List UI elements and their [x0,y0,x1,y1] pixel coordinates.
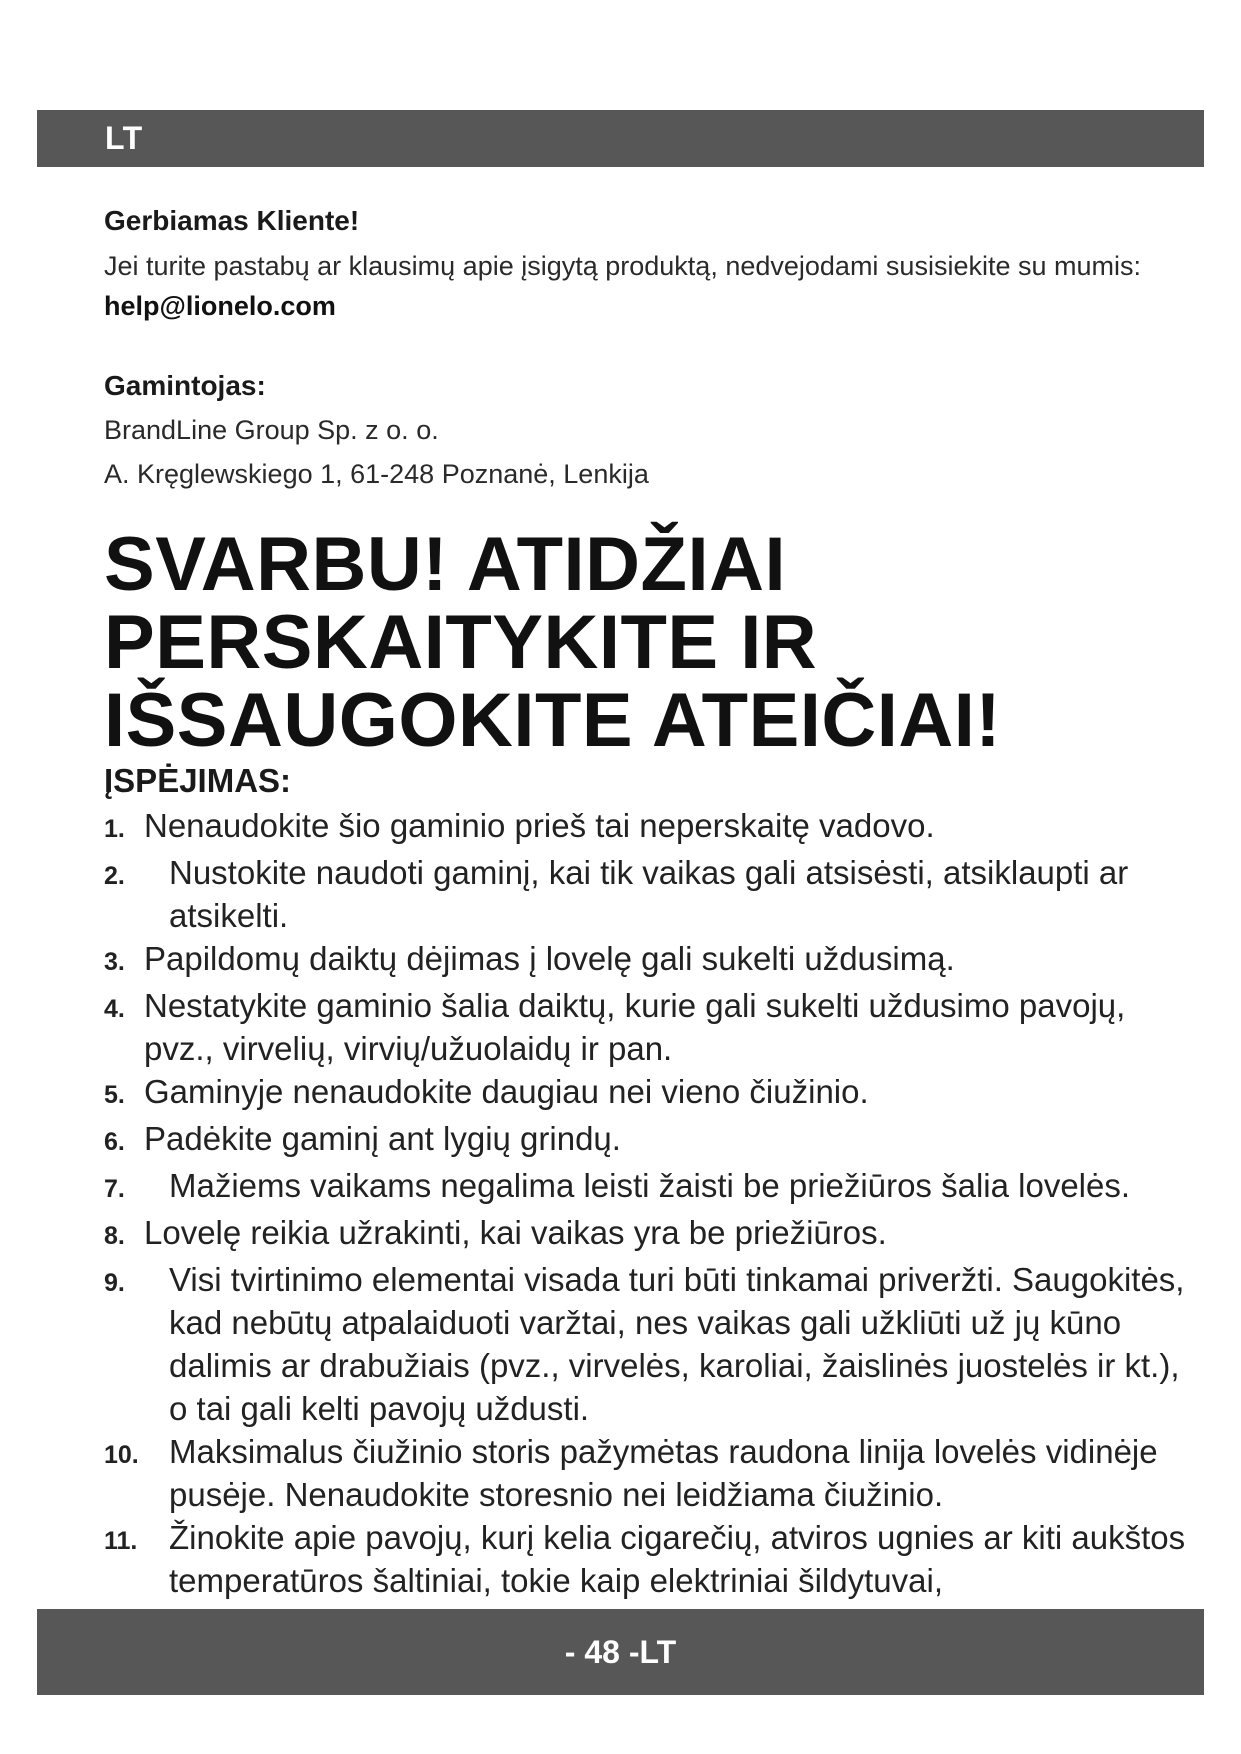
list-item [104,1258,1194,1430]
item-text: Žinokite apie pavojų, kurį kelia cigarečių, atviros ugnies ar kiti aukštos temperatūros šaltiniai, tokie kaip elektriniai šildytuvai, [169,1519,1186,1599]
page-content [104,205,1194,1602]
contact-message: Jei turite pastabų ar klausimų apie įsigytą produktą, nedvejodami susisiekite su mumis: [104,251,1141,281]
item-text: Padėkite gaminį ant lygių grindų. [144,1120,621,1157]
page-number: - 48 -LT [564,1634,677,1670]
list-item [104,1164,1194,1211]
item-number: 8. [104,1222,125,1250]
greeting: Gerbiamas Kliente! [104,205,360,236]
item-number: 2. [104,862,125,890]
item-number: 6. [104,1128,125,1156]
item-text: Papildomų daiktų dėjimas į lovelę gali sukelti uždusimą. [144,940,955,977]
list-item [104,851,1194,937]
item-number: 11. [104,1527,138,1555]
header-bar [37,110,1204,167]
item-number: 1. [104,815,125,843]
item-text: Maksimalus čiužinio storis pažymėtas raudona linija lovelės vidinėje pusėje. Nenaudokite storesnio nei leidžiama čiužinio. [169,1433,1158,1513]
language-code: LT [105,120,143,156]
list-item [104,804,1194,851]
warning-list [104,804,1194,1602]
list-item [104,1070,1194,1117]
item-text: Gaminyje nenaudokite daugiau nei vieno čiužinio. [144,1073,869,1110]
item-text: Lovelę reikia užrakinti, kai vaikas yra be priežiūros. [144,1214,887,1251]
list-item [104,1117,1194,1164]
list-item [104,1430,1194,1516]
manufacturer-name: BrandLine Group Sp. z o. o. [104,415,439,445]
item-number: 4. [104,995,125,1023]
manufacturer-address: A. Kręglewskiego 1, 61-248 Poznanė, Lenkija [104,459,649,489]
footer-bar [37,1609,1204,1695]
manufacturer-label: Gamintojas: [104,370,266,401]
important-headline: SVARBU! ATIDŽIAI PERSKAITYKITE IR IŠSAUGOKITE ATEIČIAI! [104,522,1002,763]
list-item [104,1211,1194,1258]
item-text: Visi tvirtinimo elementai visada turi būti tinkamai priveržti. Saugokitės, kad nebūtų atpalaiduoti varžtai, nes vaikas gali užkliūti už jų kūno dalimis ar drabužiais (pvz., virvelės, karoliai, žaislinės juostelės ir kt.), o tai gali kelti pavojų uždusti. [169,1261,1185,1427]
list-item [104,937,1194,984]
item-number: 7. [104,1175,125,1203]
item-text: Nustokite naudoti gaminį, kai tik vaikas gali atsisėsti, atsiklaupti ar atsikelti. [169,854,1129,934]
item-number: 5. [104,1081,125,1109]
item-text: Nenaudokite šio gaminio prieš tai neperskaitę vadovo. [144,807,935,844]
item-text: Mažiems vaikams negalima leisti žaisti be priežiūros šalia lovelės. [169,1167,1131,1204]
list-item [104,1516,1194,1602]
contact-email: help@lionelo.com [104,291,336,321]
item-text: Nestatykite gaminio šalia daiktų, kurie gali sukelti uždusimo pavojų, pvz., virvelių, virvių/užuolaidų ir pan. [144,987,1126,1067]
warning-label: ĮSPĖJIMAS: [104,762,292,799]
item-number: 3. [104,948,125,976]
item-number: 9. [104,1269,125,1297]
list-item [104,984,1194,1070]
item-number: 10. [104,1441,139,1469]
contact-text [104,246,1184,326]
